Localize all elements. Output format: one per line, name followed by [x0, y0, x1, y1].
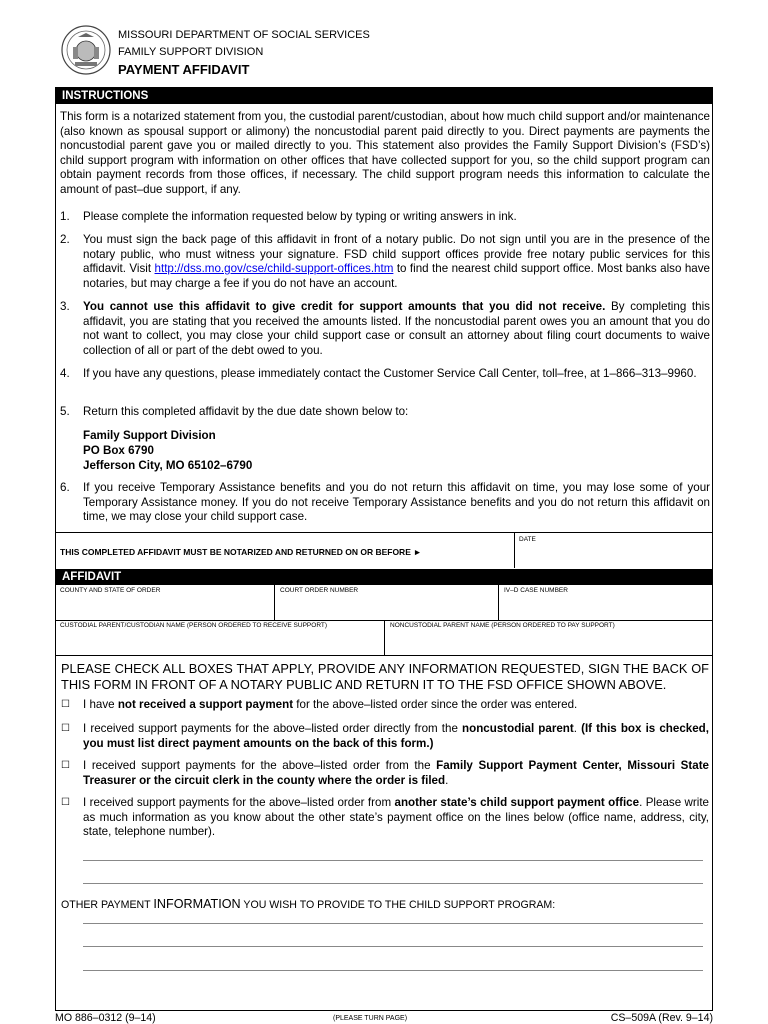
item-1-text: Please complete the information requested below by typing or writing answers in ink. [83, 210, 517, 223]
item-6-number: 6. [60, 481, 70, 494]
instructions-heading: INSTRUCTIONS [56, 88, 712, 104]
item-2-number: 2. [60, 233, 70, 246]
item-1-number: 1. [60, 210, 70, 223]
noncustodial-parent-field[interactable] [388, 630, 710, 652]
item-3-number: 3. [60, 300, 70, 313]
form-number-left: MO 886–0312 (9–14) [55, 1012, 156, 1024]
checkbox-not-received[interactable]: ☐ [61, 699, 70, 710]
address-line-3: Jefferson City, MO 65102–6790 [83, 459, 253, 472]
checkbox-payment-center[interactable]: ☐ [61, 760, 70, 771]
divider [274, 585, 275, 620]
address-line-1: Family Support Division [83, 429, 216, 442]
checkbox-other-state-label: I received support payments for the above–listed order from another state’s child support payment office. Please write as much information as you know about the other state’s payment office on the lines below (office name, address, city, state, telephone number). [83, 796, 710, 839]
checkbox-direct-payments[interactable]: ☐ [61, 723, 70, 734]
other-state-info-line-2[interactable] [83, 883, 703, 884]
instructions-intro: This form is a notarized statement from you, the custodial parent/custodian, about how much child support and/or maintenance (also known as spousal support or alimony) the noncustodial parent paid directly to you. Direct payments are payments the noncustodial parent gave you or mailed directly to you. This statement also provides the Family Support Division’s (FSD’s) child support program with information on other offices that have collected support for you, so the child support program can obtain payment records from those offices, if necessary. The child support program needs this information to calculate the amount of past–due support, if any. [60, 110, 710, 196]
divider [56, 655, 712, 656]
divider [514, 532, 515, 568]
item-4-number: 4. [60, 367, 70, 380]
county-state-label: COUNTY AND STATE OF ORDER [60, 587, 161, 594]
item-3-text: You cannot use this affidavit to give credit for support amounts that you did not receive. By completing this affidavit, you are stating that you received the amounts listed. If the noncustodial parent owes you an amount that you do not want to collect, you may close your child support case or consult an attorney about filing court documents to waive collection of all or part of the debt owed to you. [83, 300, 710, 357]
divider [384, 620, 385, 655]
address-line-2: PO Box 6790 [83, 444, 154, 457]
checkbox-direct-payments-label: I received support payments for the above–listed order directly from the noncustodial parent. (If this box is checked, you must list direct payment amounts on the back of this form.) [83, 722, 709, 750]
agency-name: MISSOURI DEPARTMENT OF SOCIAL SERVICES [118, 29, 370, 41]
other-payment-info-line-1[interactable] [83, 923, 703, 924]
item-5-number: 5. [60, 405, 70, 418]
court-order-label: COURT ORDER NUMBER [280, 587, 359, 594]
child-support-offices-link[interactable]: http://dss.mo.gov/cse/child-support-offices.htm [154, 262, 394, 276]
due-date-field[interactable] [516, 544, 712, 566]
item-6-text: If you receive Temporary Assistance benefits and you do not return this affidavit on time, you may lose some of your Temporary Assistance money. If you do not receive Temporary Assistance benefits and you do not return this affidavit on time, we may close your child support case. [83, 481, 710, 524]
form-number-right: CS–509A (Rev. 9–14) [610, 1012, 713, 1024]
check-instructions: PLEASE CHECK ALL BOXES THAT APPLY, PROVIDE ANY INFORMATION REQUESTED, SIGN THE BACK OF THIS FORM IN FRONT OF A NOTARY PUBLIC AND RETURN IT TO THE FSD OFFICE SHOWN ABOVE. [61, 661, 709, 692]
form-title: PAYMENT AFFIDAVIT [118, 62, 250, 77]
other-payment-info-label: OTHER PAYMENT INFORMATION YOU WISH TO PROVIDE TO THE CHILD SUPPORT PROGRAM: [61, 897, 556, 911]
ivd-case-field[interactable] [502, 595, 710, 617]
checkbox-not-received-label: I have not received a support payment for the above–listed order since the order was entered. [83, 698, 578, 711]
court-order-field[interactable] [278, 595, 496, 617]
missouri-seal-logo [61, 25, 111, 75]
checkbox-other-state[interactable]: ☐ [61, 797, 70, 808]
custodial-parent-label: CUSTODIAL PARENT/CUSTODIAN NAME (PERSON ORDERED TO RECEIVE SUPPORT) [60, 622, 328, 629]
divider [56, 532, 712, 533]
date-label: DATE [519, 536, 536, 543]
divider [498, 585, 499, 620]
noncustodial-parent-label: NONCUSTODIAL PARENT NAME (PERSON ORDERED TO PAY SUPPORT) [390, 622, 615, 629]
county-state-field[interactable] [58, 595, 270, 617]
item-2-text: You must sign the back page of this affidavit in front of a notary public. Do not sign until you are in the presence of the notary public, who must witness your signature. FSD child support offices provide free notary public services for this affidavit. Visit http://dss.mo.gov/cse/child-support-offices.htm to find the nearest child support office. Most banks also have notaries, but may charge a fee if you do not have an account. [83, 233, 710, 290]
form-box [55, 87, 713, 1011]
checkbox-payment-center-label: I received support payments for the above–listed order from the Family Support Payment Center, Missouri State Treasurer or the circuit clerk in the county where the order is filed. [83, 759, 709, 787]
item-4-text: If you have any questions, please immediately contact the Customer Service Call Center, toll–free, at 1–866–313–9960. [83, 367, 697, 380]
other-payment-info-line-2[interactable] [83, 946, 703, 947]
ivd-case-label: IV–D CASE NUMBER [504, 587, 568, 594]
affidavit-heading: AFFIDAVIT [56, 569, 712, 585]
division-name: FAMILY SUPPORT DIVISION [118, 46, 264, 58]
turn-page-note: (PLEASE TURN PAGE) [333, 1015, 408, 1022]
custodial-parent-field[interactable] [58, 630, 380, 652]
other-payment-info-line-3[interactable] [83, 970, 703, 971]
item-5-text: Return this completed affidavit by the due date shown below to: [83, 405, 409, 418]
notarize-notice: THIS COMPLETED AFFIDAVIT MUST BE NOTARIZED AND RETURNED ON OR BEFORE ► [60, 547, 422, 557]
other-state-info-line-1[interactable] [83, 860, 703, 861]
